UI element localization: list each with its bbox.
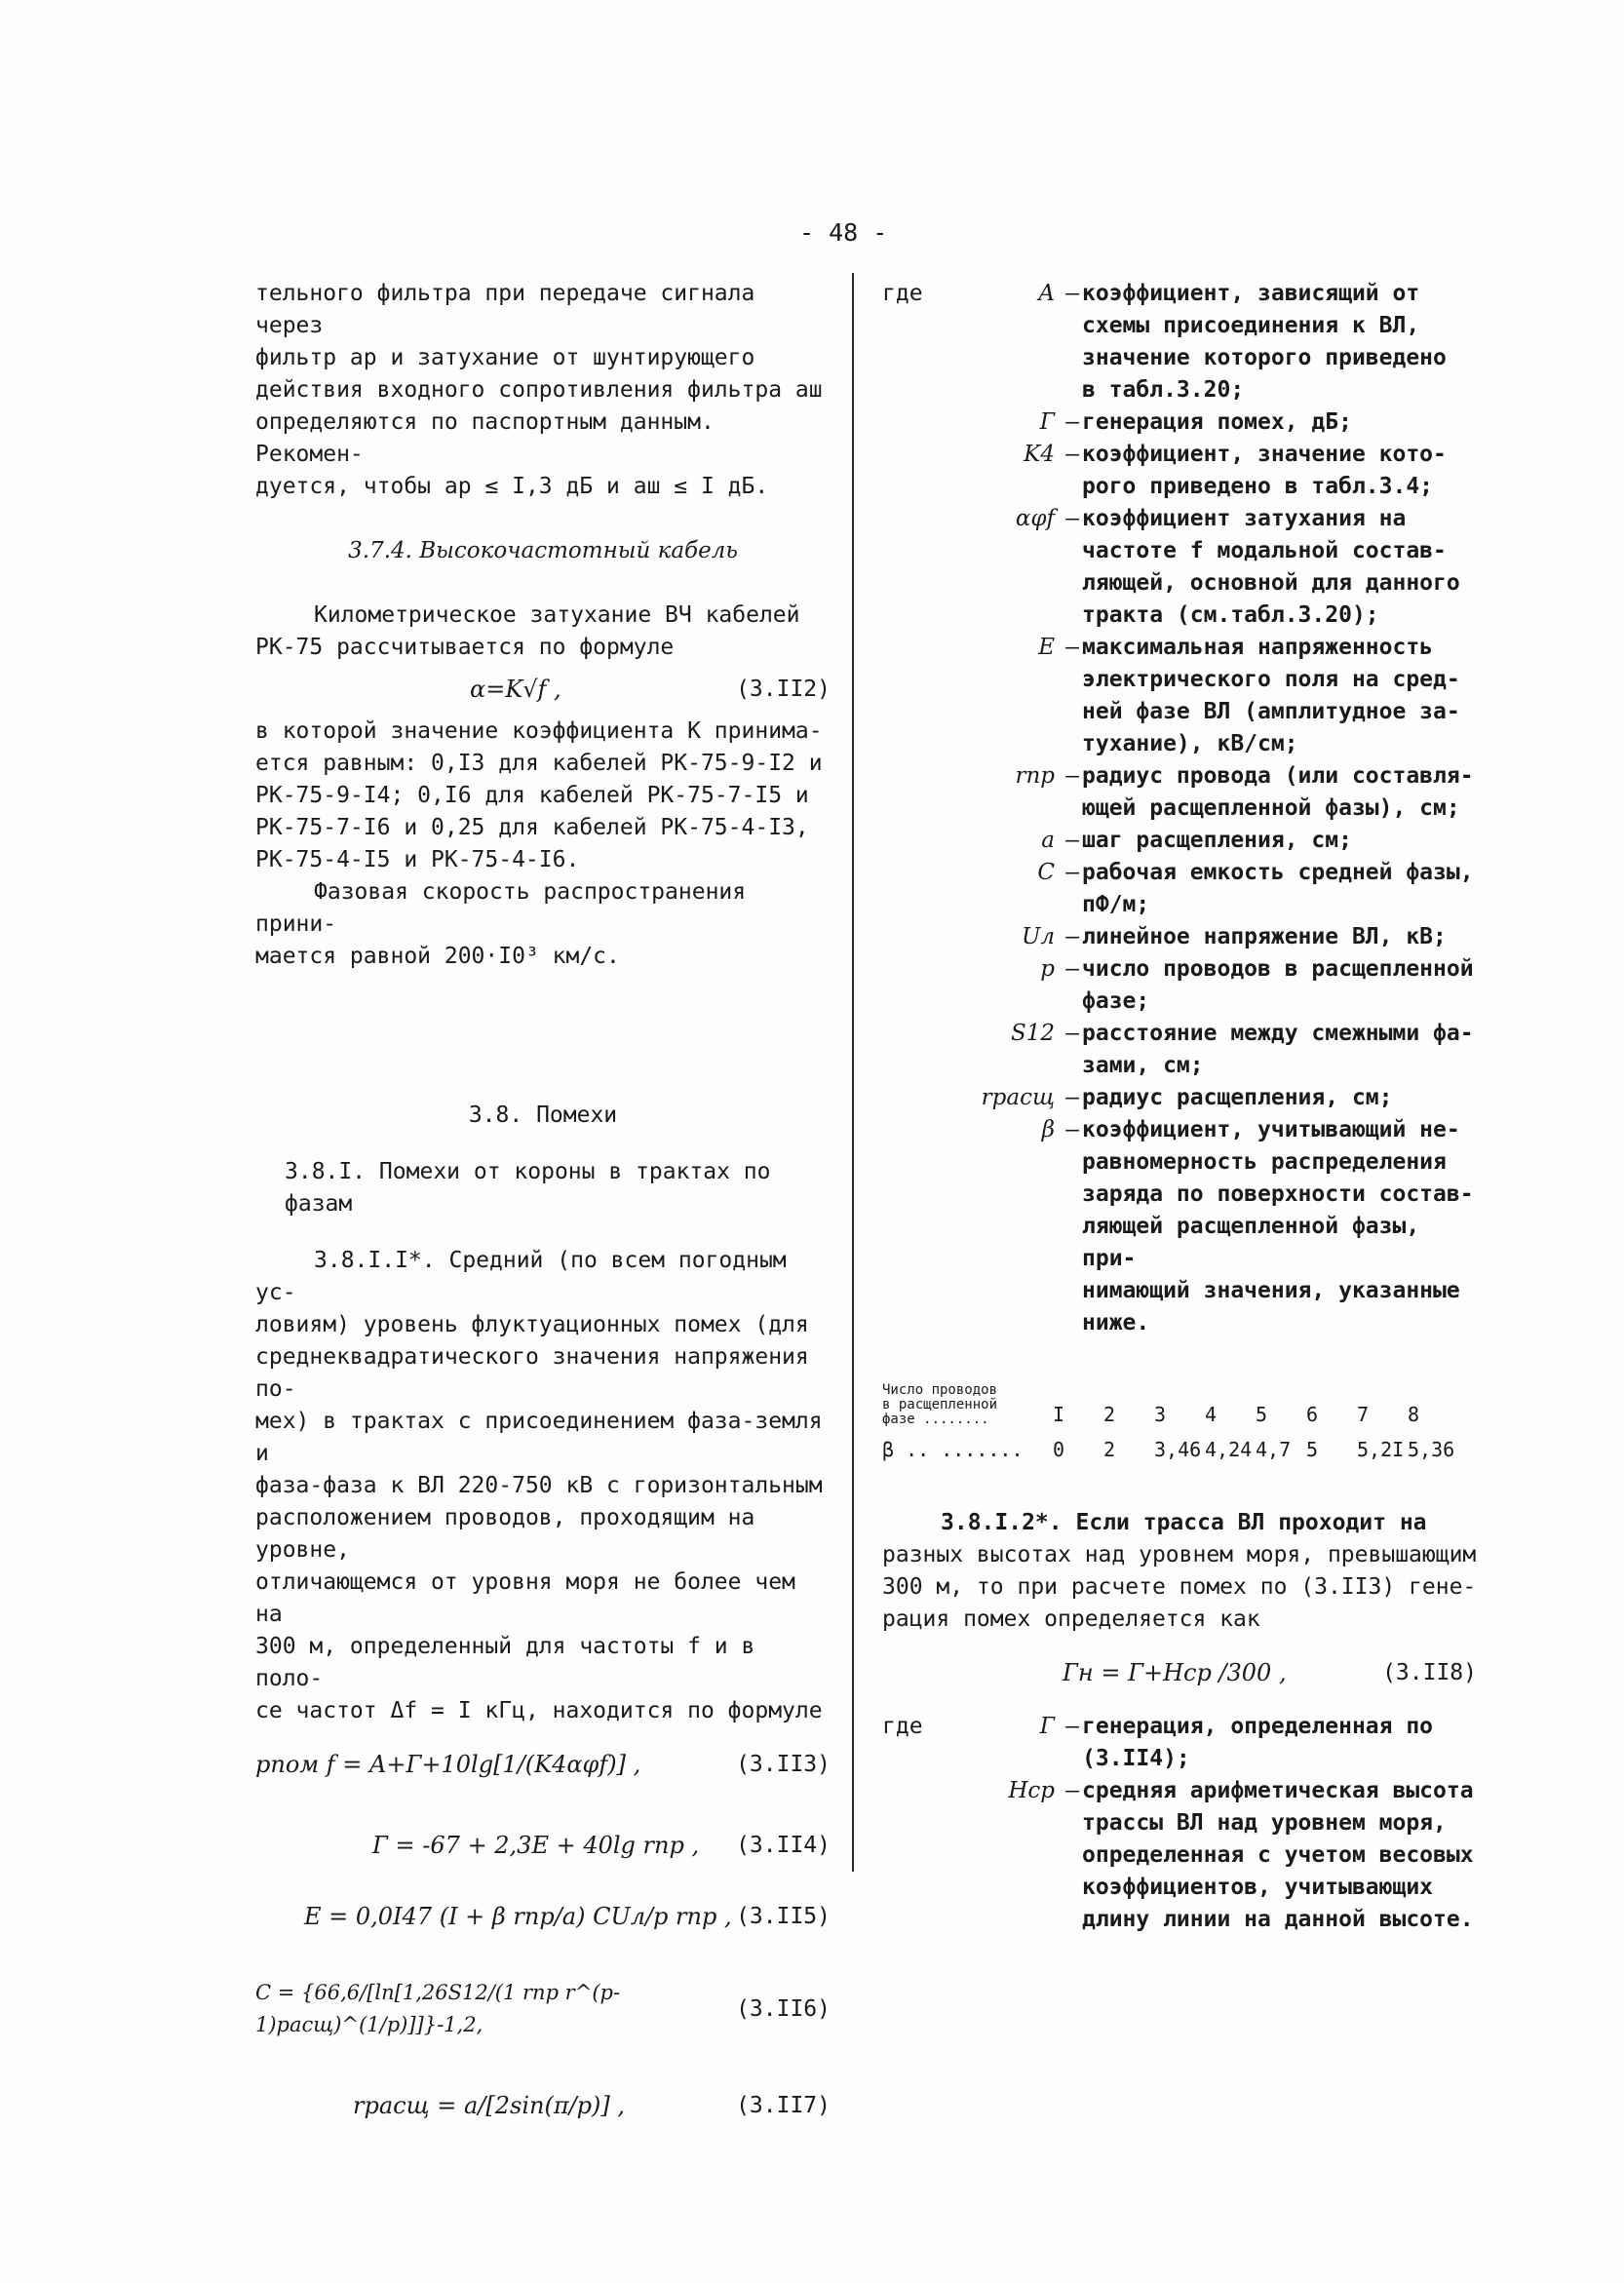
definition-row	[882, 342, 1477, 374]
definition-gap	[882, 1018, 970, 1050]
definition-gap	[882, 1775, 970, 1807]
paragraph-phase-speed	[255, 876, 831, 973]
definition-row	[882, 535, 1477, 567]
formula-text: E = 0,0I47 (I + β rпр/a) CUл/p rпр ,	[304, 1903, 732, 1930]
formula-3-112	[255, 674, 831, 706]
definition-dash: –	[1065, 1778, 1079, 1803]
definition-symbol: β	[1041, 1117, 1055, 1142]
definition-gap	[882, 921, 970, 953]
definition-gap	[882, 1807, 970, 1839]
definition-row	[882, 1904, 1477, 1936]
definition-dash	[1063, 1872, 1082, 1904]
definition-row	[882, 503, 1477, 535]
equation-number: (3.II4)	[736, 1833, 831, 1858]
text-line: рация помех определяется как	[882, 1606, 1260, 1632]
formula-text: Г = -67 + 2,3E + 40lg rпр ,	[372, 1832, 700, 1859]
equation-number: (3.II5)	[736, 1904, 831, 1929]
definition-dash	[1063, 1146, 1082, 1179]
definition-text: схемы присоединения к ВЛ,	[1082, 313, 1420, 338]
formula-text: α=K√f ,	[470, 676, 561, 703]
text-line: 3.8.I.I*. Средний (по всем погодным ус-	[255, 1248, 787, 1305]
formula-text: Гн = Г+Hср /300 ,	[1063, 1659, 1287, 1686]
definition-gap	[882, 728, 970, 760]
definition-dash: –	[1065, 1714, 1079, 1739]
text-line: тельного фильтра при передаче сигнала через	[255, 281, 755, 338]
definition-gap	[882, 632, 970, 664]
definition-text: значение которого приведено	[1082, 345, 1447, 370]
definition-dash: –	[1065, 281, 1079, 306]
definition-text: ющей расщепленной фазы), см;	[1082, 795, 1460, 821]
definition-text: генерация помех, дБ;	[1082, 409, 1352, 435]
table-cell: 6	[1306, 1403, 1319, 1426]
definition-gap	[882, 567, 970, 600]
equation-number: (3.II2)	[736, 677, 831, 702]
definition-row	[882, 1179, 1477, 1211]
definition-symbol	[970, 310, 1063, 342]
definition-row	[882, 1839, 1477, 1872]
definition-text: ней фазе ВЛ (амплитудное за-	[1082, 699, 1460, 724]
definition-symbol	[970, 696, 1063, 728]
definition-symbol	[970, 1211, 1063, 1275]
definition-dash	[1063, 374, 1082, 406]
definition-row	[882, 1018, 1477, 1050]
definition-gap	[882, 760, 970, 793]
table-cell: I	[1053, 1403, 1065, 1426]
definition-dash	[1063, 1839, 1082, 1872]
where-label: где	[882, 281, 923, 306]
definition-row	[882, 728, 1477, 760]
where-label: где	[882, 1714, 923, 1739]
definition-dash	[1063, 1050, 1082, 1082]
definition-dash	[1063, 696, 1082, 728]
definition-gap	[882, 986, 970, 1018]
definition-symbol: αφf	[1015, 506, 1055, 531]
definition-gap	[882, 857, 970, 889]
definition-text: радиус провода (или составля-	[1082, 763, 1474, 789]
text-line: расположением проводов, проходящим на уровне,	[255, 1505, 755, 1563]
conductors-table	[882, 1383, 1477, 1463]
definition-dash: –	[1065, 1021, 1079, 1046]
definition-symbol	[970, 1807, 1063, 1839]
formula-text: pпом f = A+Г+10lg[1/(K4αφf)] ,	[255, 1751, 641, 1778]
definition-symbol	[970, 793, 1063, 825]
definition-symbol	[970, 986, 1063, 1018]
text-line: 300 м, то при расчете помех по (3.II3) гене-	[882, 1574, 1477, 1600]
definition-symbol: C	[1037, 860, 1055, 885]
definition-symbol: Uл	[1021, 924, 1055, 949]
clause-number: 3.8.I.2*.	[941, 1510, 1063, 1535]
definition-dash: –	[1065, 442, 1079, 467]
definition-dash	[1063, 1743, 1082, 1775]
definition-row	[882, 1743, 1477, 1775]
table-cell: 3,46	[1154, 1438, 1202, 1461]
definition-dash: –	[1065, 506, 1079, 531]
definition-text: коэффициент затухания на	[1082, 506, 1407, 531]
definition-row	[882, 793, 1477, 825]
text-line: действия входного сопротивления фильтра aш	[255, 377, 823, 403]
definition-gap	[882, 1743, 970, 1775]
definition-text: частоте f модальной состав-	[1082, 538, 1447, 563]
definition-gap	[882, 793, 970, 825]
definition-symbol: p	[1040, 956, 1055, 982]
text-line: определяются по паспортным данным. Рекомен-	[255, 409, 715, 467]
definition-text: пФ/м;	[1082, 892, 1150, 917]
definition-row	[882, 1711, 1477, 1743]
definition-gap	[882, 535, 970, 567]
definition-dash	[1063, 1179, 1082, 1211]
definition-gap	[882, 439, 970, 471]
definition-text: тракта (см.табл.3.20);	[1082, 602, 1379, 628]
definition-row	[882, 1050, 1477, 1082]
equation-number: (3.II6)	[736, 1995, 831, 2022]
definition-symbol: K4	[1024, 442, 1055, 467]
definition-symbol	[970, 1146, 1063, 1179]
definition-symbol: Hср	[1008, 1778, 1055, 1803]
text-line: фаза-фаза к ВЛ 220-750 кВ с горизонтальным	[255, 1473, 823, 1498]
definition-text: коэффициент, значение кото-	[1082, 442, 1447, 467]
table-cell: 4	[1205, 1403, 1218, 1426]
definition-dash	[1063, 1904, 1082, 1936]
definition-text: зами, см;	[1082, 1053, 1204, 1078]
definition-dash	[1063, 1275, 1082, 1307]
definition-symbol: Г	[1039, 1714, 1055, 1739]
text-line: отличающемся от уровня моря не более чем на	[255, 1569, 795, 1627]
table-cell: 5,2I	[1357, 1438, 1405, 1461]
definition-row	[882, 1807, 1477, 1839]
definition-text: генерация, определенная по	[1082, 1714, 1434, 1739]
definition-text: заряда по поверхности состав-	[1082, 1181, 1474, 1207]
definition-dash: –	[1065, 924, 1079, 949]
text-line: фильтр aр и затухание от шунтирующего	[255, 345, 755, 370]
definition-row	[882, 1211, 1477, 1275]
text-line: се частот Δf = I кГц, находится по формуле	[255, 1698, 823, 1723]
definition-text: равномерность распределения	[1082, 1149, 1447, 1175]
definition-symbol	[970, 1904, 1063, 1936]
table-row-label: β .. .......	[882, 1438, 1024, 1461]
definition-row	[882, 953, 1477, 986]
definition-symbol	[970, 1839, 1063, 1872]
definition-gap	[882, 1114, 970, 1146]
definition-text: коэффициент, зависящий от	[1082, 281, 1420, 306]
table-cell: 2	[1103, 1403, 1116, 1426]
definition-text: число проводов в расщепленной	[1082, 956, 1474, 982]
definition-symbol	[970, 567, 1063, 600]
definition-row	[882, 471, 1477, 503]
definition-text: рабочая емкость средней фазы,	[1082, 860, 1474, 885]
definition-row	[882, 1082, 1477, 1114]
definition-symbol: rпр	[1015, 763, 1055, 789]
definition-gap	[882, 1872, 970, 1904]
definition-symbol: rрасщ	[981, 1085, 1055, 1110]
where-block-2	[882, 1711, 1477, 1936]
text-line: РК-75 рассчитывается по формуле	[255, 635, 675, 660]
definition-row	[882, 921, 1477, 953]
definition-dash	[1063, 342, 1082, 374]
text-line: РК-75-7-I6 и 0,25 для кабелей РК-75-4-I3,	[255, 815, 809, 840]
definition-gap	[882, 1179, 970, 1211]
definition-dash: –	[1065, 635, 1079, 660]
definition-symbol: a	[1041, 828, 1055, 853]
paragraph-coefficient	[255, 716, 831, 876]
definition-text: ляющей расщепленной фазы, при-	[1082, 1214, 1420, 1271]
section-heading-3-8-1: 3.8.I. Помехи от короны в трактах по фазам	[285, 1159, 771, 1217]
definition-text: средняя арифметическая высота	[1082, 1778, 1474, 1803]
table-cell: 7	[1357, 1403, 1370, 1426]
definition-text: нимающий значения, указанные	[1082, 1278, 1460, 1303]
paragraph-altitude	[882, 1507, 1477, 1636]
definition-symbol	[970, 600, 1063, 632]
definition-dash	[1063, 600, 1082, 632]
formula-text: C = {66,6/[ln[1,26S12/(1 rпр r^(p-1)расщ)^(1/p)]]}-1,2,	[255, 1981, 621, 2036]
table-label-line: Число проводов	[882, 1382, 998, 1398]
definition-dash: –	[1065, 409, 1079, 435]
definition-text: в табл.3.20;	[1082, 377, 1245, 403]
definition-gap	[882, 503, 970, 535]
where-definitions	[882, 278, 1477, 1339]
table-label-line: фазе ........	[882, 1412, 989, 1427]
section-heading-3-7-4: 3.7.4. Высокочастотный кабель	[348, 538, 738, 563]
definition-row	[882, 632, 1477, 664]
paragraph-attenuation	[255, 600, 831, 664]
definition-row	[882, 1146, 1477, 1179]
definition-text: расстояние между смежными фа-	[1082, 1021, 1474, 1046]
definition-gap	[882, 471, 970, 503]
definition-symbol	[970, 1275, 1063, 1307]
definition-row	[882, 1275, 1477, 1307]
definition-gap	[882, 406, 970, 439]
table-cell: 8	[1408, 1403, 1420, 1426]
formula-3-116	[255, 1977, 831, 2041]
definition-text: коэффициентов, учитывающих	[1082, 1875, 1434, 1900]
definition-text: определенная с учетом весовых	[1082, 1842, 1474, 1868]
definition-symbol	[970, 535, 1063, 567]
text-line: Километрическое затухание ВЧ кабелей	[314, 602, 800, 628]
text-line: ловиям) уровень флуктуационных помех (для	[255, 1312, 809, 1337]
definition-gap	[882, 1275, 970, 1307]
definition-text: длину линии на данной высоте.	[1082, 1907, 1474, 1932]
text-line: среднеквадратического значения напряжения по-	[255, 1344, 809, 1402]
left-column	[255, 278, 831, 2122]
table-cell: 4,7	[1256, 1438, 1292, 1461]
text-line: в которой значение коэффициента K принима-	[255, 718, 823, 744]
table-cell: 0	[1053, 1438, 1065, 1461]
definition-row	[882, 760, 1477, 793]
definition-dash	[1063, 889, 1082, 921]
definition-text: радиус расщепления, см;	[1082, 1085, 1393, 1110]
definition-dash: –	[1065, 828, 1079, 853]
definition-symbol	[970, 1307, 1063, 1339]
text-line: мех) в трактах с присоединением фаза-земля и	[255, 1409, 823, 1466]
definition-text: электрического поля на сред-	[1082, 667, 1460, 692]
text-line: ется равным: 0,I3 для кабелей РК-75-9-I2 и	[255, 751, 823, 776]
column-divider	[852, 273, 854, 1872]
definition-row	[882, 1114, 1477, 1146]
definition-dash	[1063, 793, 1082, 825]
formula-3-117	[255, 2090, 831, 2122]
definition-row	[882, 1872, 1477, 1904]
definition-dash	[1063, 664, 1082, 696]
definition-gap	[882, 953, 970, 986]
formula-3-115	[255, 1901, 831, 1933]
equation-number: (3.II3)	[736, 1752, 831, 1777]
definition-text: шаг расщепления, см;	[1082, 828, 1352, 853]
definition-symbol	[970, 1872, 1063, 1904]
formula-3-114	[255, 1830, 831, 1862]
definition-gap	[882, 664, 970, 696]
definition-row	[882, 1307, 1477, 1339]
definition-row	[882, 986, 1477, 1018]
table-cell: 5	[1256, 1403, 1268, 1426]
definition-text: ниже.	[1082, 1310, 1150, 1335]
definition-row	[882, 439, 1477, 471]
definition-symbol	[970, 342, 1063, 374]
paragraph-fluctuation-noise	[255, 1245, 831, 1727]
text-line: РК-75-4-I5 и РК-75-4-I6.	[255, 847, 580, 872]
table-cell: 5,36	[1408, 1438, 1455, 1461]
definition-dash	[1063, 1307, 1082, 1339]
definition-dash	[1063, 535, 1082, 567]
definition-gap	[882, 1050, 970, 1082]
where-definitions	[882, 1711, 1477, 1936]
text-line: разных высотах над уровнем моря, превышающим	[882, 1542, 1477, 1567]
table-cell: 4,24	[1205, 1438, 1253, 1461]
definition-gap	[882, 342, 970, 374]
definition-gap	[882, 1146, 970, 1179]
definition-symbol: A	[1038, 281, 1055, 306]
definition-row	[882, 374, 1477, 406]
text-line: РК-75-9-I4; 0,I6 для кабелей РК-75-7-I5 и	[255, 783, 809, 808]
definition-gap	[882, 1839, 970, 1872]
definition-row	[882, 406, 1477, 439]
definition-gap	[882, 600, 970, 632]
definition-text: трассы ВЛ над уровнем моря,	[1082, 1810, 1447, 1836]
definition-symbol	[970, 664, 1063, 696]
definition-symbol	[970, 1179, 1063, 1211]
text-line: Если трасса ВЛ проходит на	[1075, 1510, 1427, 1535]
text-line: 300 м, определенный для частоты f и в поло-	[255, 1634, 755, 1691]
table-cell: 2	[1103, 1438, 1116, 1461]
definition-text: максимальная напряженность	[1082, 635, 1434, 660]
definition-gap	[882, 1082, 970, 1114]
definition-row	[882, 889, 1477, 921]
definition-symbol: E	[1038, 635, 1055, 660]
definition-text: ляющей, основной для данного	[1082, 570, 1460, 596]
definition-dash: –	[1065, 860, 1079, 885]
definition-row	[882, 1775, 1477, 1807]
definition-dash	[1063, 728, 1082, 760]
definition-symbol	[970, 374, 1063, 406]
page-number: - 48 -	[799, 218, 888, 247]
definition-row	[882, 600, 1477, 632]
equation-number: (3.II8)	[1382, 1660, 1477, 1685]
table-label-line: в расщепленной	[882, 1397, 998, 1412]
definition-text: (3.II4);	[1082, 1746, 1190, 1771]
table-row-label	[882, 1383, 1053, 1428]
definition-symbol	[970, 889, 1063, 921]
definition-dash	[1063, 567, 1082, 600]
section-heading-3-8: 3.8. Помехи	[468, 1103, 618, 1128]
text-line: мается равной 200·I0³ км/с.	[255, 944, 620, 969]
definition-symbol	[970, 471, 1063, 503]
definition-text: рого приведено в табл.3.4;	[1082, 474, 1434, 499]
definition-text: линейное напряжение ВЛ, кВ;	[1082, 924, 1447, 949]
definition-dash	[1063, 310, 1082, 342]
definition-dash	[1063, 1211, 1082, 1275]
definition-text: фазе;	[1082, 988, 1150, 1014]
definition-row	[882, 310, 1477, 342]
equation-number: (3.II7)	[736, 2093, 831, 2118]
definition-dash: –	[1065, 763, 1079, 789]
definition-symbol	[970, 728, 1063, 760]
definition-gap	[882, 889, 970, 921]
definition-dash	[1063, 1807, 1082, 1839]
formula-3-113	[255, 1749, 831, 1781]
paragraph-filter	[255, 278, 831, 503]
definition-text: коэффициент, учитывающий не-	[1082, 1117, 1460, 1142]
definition-text: тухание), кВ/см;	[1082, 731, 1298, 756]
definition-gap	[882, 825, 970, 857]
definition-row	[882, 696, 1477, 728]
text-line: дуется, чтобы aр ≤ I,3 дБ и aш ≤ I дБ.	[255, 474, 769, 499]
text-line: Фазовая скорость распространения прини-	[255, 879, 747, 937]
formula-text: rрасщ = a/[2sin(π/p)] ,	[353, 2092, 626, 2119]
definition-row	[882, 278, 1477, 310]
definition-symbol	[970, 1743, 1063, 1775]
definition-dash: –	[1065, 956, 1079, 982]
definition-gap	[882, 374, 970, 406]
right-column	[882, 278, 1477, 1936]
definition-row	[882, 567, 1477, 600]
table-cell: 3	[1154, 1403, 1167, 1426]
definition-dash	[1063, 986, 1082, 1018]
definition-gap	[882, 310, 970, 342]
definition-dash: –	[1065, 1085, 1079, 1110]
definition-gap	[882, 1307, 970, 1339]
definition-symbol: S12	[1010, 1021, 1055, 1046]
definition-gap	[882, 1904, 970, 1936]
definition-dash	[1063, 471, 1082, 503]
formula-3-118	[882, 1657, 1477, 1689]
definition-row	[882, 857, 1477, 889]
definition-dash: –	[1065, 1117, 1079, 1142]
definition-gap	[882, 1211, 970, 1275]
definition-row	[882, 825, 1477, 857]
definition-symbol: Г	[1039, 409, 1055, 435]
definition-symbol	[970, 1050, 1063, 1082]
definition-gap	[882, 696, 970, 728]
definition-row	[882, 664, 1477, 696]
table-cell: 5	[1306, 1438, 1319, 1461]
